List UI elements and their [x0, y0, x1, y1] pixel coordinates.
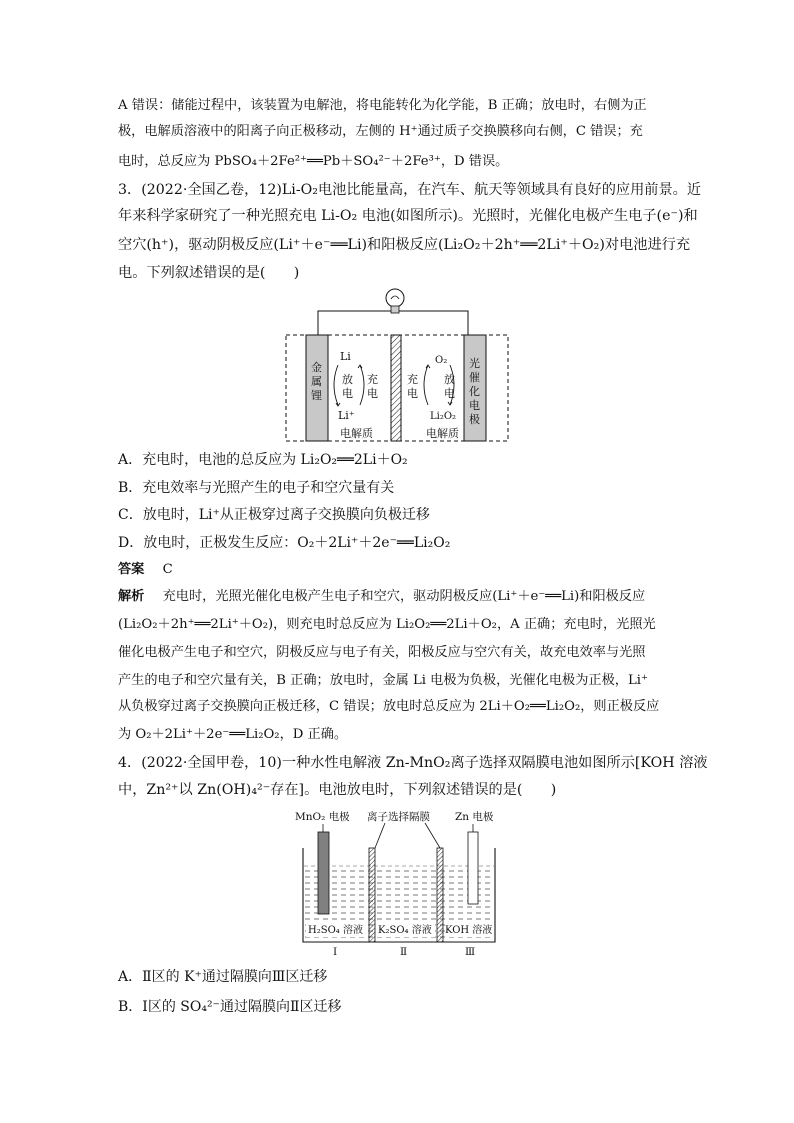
q3-analysis-line-2: (Li₂O₂＋2h⁺══2Li⁺＋O₂)，则充电时总反应为 Li₂O₂══2Li＋O₂，A 正确；充电时，光照光	[118, 617, 656, 632]
light-bulb-icon	[386, 289, 404, 313]
prev-analysis-line-1: A 错误：储能过程中，该装置为电解池，将电能转化为化学能，B 正确；放电时，右侧为正	[118, 98, 647, 113]
li2o2-label: Li₂O₂	[430, 411, 457, 422]
zone-2-label: Ⅱ	[400, 946, 408, 958]
charge-label-left-2: 电	[367, 387, 378, 400]
right-electrode-label-3: 化	[469, 385, 480, 398]
mno2-electrode-label: MnO₂ 电极	[295, 811, 350, 823]
left-electrode-label-3: 锂	[311, 389, 322, 402]
q3-analysis-line-1	[118, 588, 645, 606]
li-label: Li	[340, 350, 351, 363]
right-electrode-label-1: 光	[469, 357, 480, 370]
right-electrode-label-5: 极	[469, 413, 480, 426]
answer-label: 答案	[118, 562, 145, 577]
h2so4-solution-label: H₂SO₄ 溶液	[308, 925, 363, 936]
right-electrode-label-2: 催	[469, 371, 480, 384]
q3-stem-line-4: 电。下列叙述错误的是( )	[118, 265, 300, 281]
q3-option-b[interactable]: B．充电效率与光照产生的电子和空穴量有关	[118, 480, 395, 496]
right-electrode-label-4: 电	[469, 399, 480, 412]
charge-label-left-1: 充	[367, 373, 378, 386]
zn-electrode-label: Zn 电极	[455, 811, 494, 823]
q4-option-b[interactable]: B．Ⅰ区的 SO₄²⁻通过隔膜向Ⅱ区迁移	[118, 999, 342, 1015]
q4-stem-line-1: 4．(2022·全国甲卷，10)一种水性电解液 Zn-MnO₂离子选择双隔膜电池如图所示[KOH 溶液	[118, 755, 708, 771]
k2so4-solution-label: K₂SO₄ 溶液	[378, 925, 432, 936]
prev-analysis-line-2: 极，电解质溶液中的阳离子向正极移动，左侧的 H⁺通过质子交换膜移向右侧，C 错误；充	[118, 124, 643, 139]
q3-analysis-line-6: 为 O₂＋2Li⁺＋2e⁻══Li₂O₂，D 正确。	[118, 727, 348, 742]
prev-analysis-line-3: 电时，总反应为 PbSO₄＋2Fe²⁺══Pb＋SO₄²⁻＋2Fe³⁺，D 错误。	[118, 154, 509, 169]
q4-option-a[interactable]: A．Ⅱ区的 K⁺通过隔膜向Ⅲ区迁移	[118, 969, 328, 985]
answer-value: C	[162, 562, 173, 577]
o2-label: O₂	[435, 355, 448, 366]
q3-analysis-line-5: 从负极穿过离子交换膜向正极迁移，C 错误；放电时总反应为 2Li＋O₂══Li₂O₂，则正极反应	[118, 699, 660, 714]
electrolyte-label-right: 电解质	[426, 427, 459, 440]
zone-1-label: Ⅰ	[333, 946, 338, 958]
left-electrode-label-1: 金	[311, 361, 322, 374]
discharge-label-left-1: 放	[342, 373, 353, 386]
zone-3-label: Ⅲ	[465, 946, 476, 958]
q3-option-c[interactable]: C．放电时，Li⁺从正极穿过离子交换膜向负极迁移	[118, 507, 430, 523]
q3-option-a[interactable]: A．充电时，电池的总反应为 Li₂O₂══2Li＋O₂	[118, 452, 408, 468]
q3-stem-line-3: 空穴(h⁺)，驱动阴极反应(Li⁺＋e⁻══Li)和阳极反应(Li₂O₂＋2h⁺══2Li⁺＋O₂)对电池进行充	[118, 237, 691, 253]
zn-mno2-battery-diagram	[295, 808, 505, 958]
discharge-label-right-1: 放	[444, 373, 455, 386]
membrane-label: 离子选择隔膜	[367, 811, 430, 823]
electrolyte-label-left: 电解质	[340, 427, 373, 440]
q3-analysis-line-4: 产生的电子和空穴量有关，B 正确；放电时，金属 Li 电极为负极，光催化电极为正极，Li⁺	[118, 673, 648, 688]
q3-stem-line-2: 年来科学家研究了一种光照充电 Li-O₂ 电池(如图所示)。光照时，光催化电极产生电子(e⁻)和	[118, 208, 698, 224]
q4-stem-line-2: 中，Zn²⁺以 Zn(OH)₄²⁻存在]。电池放电时，下列叙述错误的是( )	[118, 782, 557, 798]
q3-analysis-line-3: 催化电极产生电子和空穴，阴极反应与电子有关，阳极反应与空穴有关，故充电效率与光照	[118, 645, 646, 660]
discharge-label-left-2: 电	[342, 387, 353, 400]
q3-answer-row	[118, 561, 173, 579]
charge-label-right-2: 电	[407, 387, 418, 400]
analysis-label: 解析	[118, 589, 145, 604]
left-electrode-label-2: 属	[311, 375, 322, 388]
q3-option-d[interactable]: D．放电时，正极发生反应：O₂＋2Li⁺＋2e⁻══Li₂O₂	[118, 535, 451, 551]
q3-stem-line-1: 3．(2022·全国乙卷，12)Li-O₂电池比能量高，在汽车、航天等领域具有良好的应用前景。近	[118, 182, 702, 198]
discharge-label-right-2: 电	[444, 387, 455, 400]
charge-label-right-1: 充	[407, 373, 418, 386]
li-o2-battery-diagram	[280, 285, 520, 445]
koh-solution-label: KOH 溶液	[445, 925, 493, 936]
analysis-text-1: 充电时，光照光催化电极产生电子和空穴，驱动阴极反应(Li⁺＋e⁻══Li)和阳极反应	[162, 589, 646, 604]
li-plus-label: Li⁺	[338, 409, 355, 422]
